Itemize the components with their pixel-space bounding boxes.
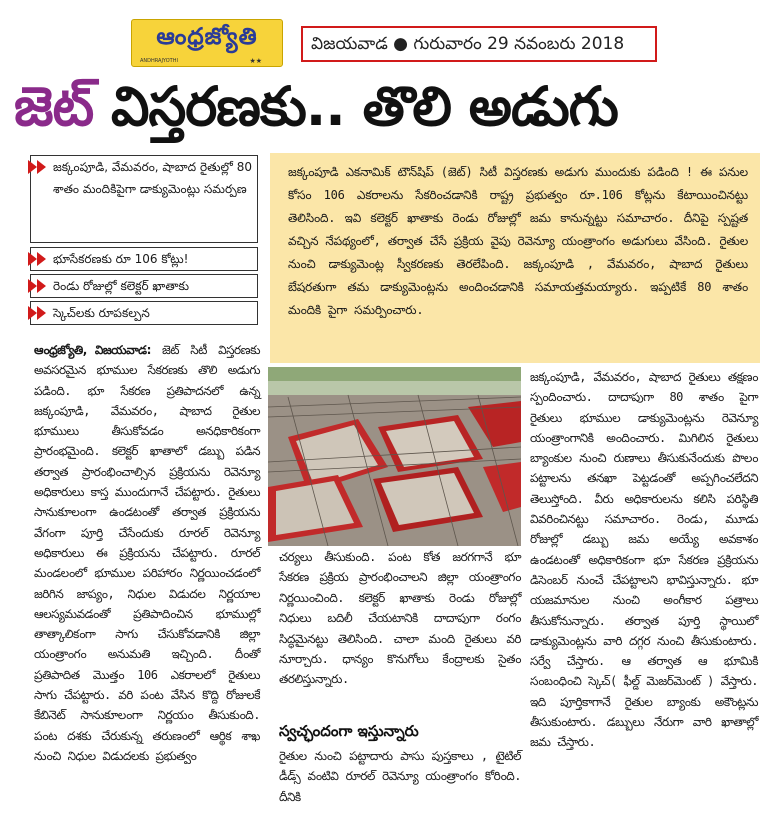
double-arrow-icon — [28, 306, 50, 320]
intro-box: జక్కంపూడి ఎకనామిక్ టౌన్‌షిప్ (జెట్) సిటీ విస్తరణకు అడుగు ముందుకు పడింది ! ఈ పనుల కోసం 106 ఎకరాలను సేకరించడానికి రాష్ట్ర ప్రభుత్వం రూ.106 కోట్లను కేటాయించినట్టు తెలిసింది. ఇవి కలెక్టర్ ఖాతాకు రెండు రోజుల్లో జమ కానున్నట్టు సమాచారం. దీనిపై స్పష్టత వచ్చిన నేపథ్యంలో, తర్వాత చేసే ప్రక్రియ వైపు రెవెన్యూ యంత్రాంగం అడుగులు వేసింది. రైతుల నుంచి డాక్యుమెంట్ల స్వీకరణకు తెరలేపింది. జక్కంపూడి , వేమవరం, షాబాద రైతులు బేషరతుగా తమ డాక్యుమెంట్లను అందించడానికి సమాయత్తమయ్యారు. ఇప్పటికే 80 శాతం మందికి పైగా సమర్పించారు. — [270, 153, 760, 363]
headline-part2: విస్తరణకు.. తొలి అడుగు — [93, 75, 618, 138]
newspaper-logo — [131, 19, 283, 67]
construction-site-image — [268, 367, 521, 546]
highlights-box — [30, 155, 258, 323]
highlight-text: స్కెచ్‌లకు రూపకల్పన — [53, 306, 150, 320]
highlight-item — [30, 274, 258, 298]
highlight-item — [30, 301, 258, 325]
article-column-2: చర్యలు తీసుకుంది. పంట కోత జరగగానే భూ సేకరణ ప్రక్రియ ప్రారంభించాలని జిల్లా యంత్రాంగం నిర్ణయించింది. కలెక్టర్ ఖాతాకు రెండు రోజుల్లో నిధులు బదిలీ చేయటానికి దాదాపుగా రంగం సిద్ధమైనట్టు తెలిసింది. చాలా మంది రైతులు వరి నూర్చారు. ధాన్యం కొనుగోలు కేంద్రాలకు సైతం తరలిస్తున్నారు. — [279, 550, 521, 687]
double-arrow-icon — [28, 160, 50, 174]
byline: ఆంధ్రజ్యోతి, విజయవాడ: — [34, 343, 151, 357]
subheading: స్వచ్ఛందంగా ఇస్తున్నారు — [279, 722, 419, 740]
article-text: జెట్ సిటీ విస్తరణకు అవసరమైన భూముల సేకరణకు తొలి అడుగు పడింది. భూ సేకరణ ప్రతిపాదనలో ఉన్న జక్కంపూడి, వేమవరం, షాబాద రైతుల భూములు తీసుకోవడం అనధికారికంగా ప్రారంభమైంది. కలెక్టర్ ఖాతాలో డబ్బు పడిన తర్వాత ప్రారంభించాల్సిన ప్రక్రియను రెవెన్యూ అధికారులు కాస్త ముందుగానే చేపట్టారు. రైతులు సానుకూలంగా ఉండటంతో తర్వాత ప్రక్రియను వేగంగా పూర్తి చేసేందుకు రూరల్ రెవెన్యూ అధికారులు ఈ ప్రక్రియను చేపట్టారు. రూరల్ మండలంలో భూముల పరిహారం నిర్ణయించడంలో జరిగిన జాప్యం, నిధుల విడుదల నిర్ణయాల ఆలస్యమవడంతో ప్రతిపాదించిన భూముల్లో తాత్కాలికంగా సాగు చేసుకోవడానికి జిల్లా యంత్రాంగం అనుమతి ఇచ్చింది. దీంతో ప్రతిపాదిత మొత్తం 106 ఎకరాలలో రైతులు సాగు చేపట్టారు. వరి పంట వేసిన కొద్ది రోజులకే కేబినెట్ సానుకూలంగా నిర్ణయం తీసుకుంది. పంట దశకు చేరుకున్న తరుణంలో ఆర్థిక శాఖ నుంచి నిధుల విడుదలకు ప్రభుత్వం — [34, 343, 260, 763]
dateline: విజయవాడ ● గురువారం 29 నవంబరు 2018 — [301, 26, 657, 62]
article-column-1 — [34, 340, 260, 766]
double-arrow-icon — [28, 279, 50, 293]
highlight-item — [30, 247, 258, 271]
article-column-3: జక్కంపూడి, వేమవరం, షాబాద రైతులు తక్షణం స్పందించారు. దాదాపుగా 80 శాతం పైగా రైతులు భూముల డాక్యుమెంట్లను రెవెన్యూ యంత్రాంగానికి అందించారు. మిగిలిన రైతులు బ్యాంకుల నుంచి రుణాలు తీసుకునేందుకు పొలం పట్టాలను తనఖా పెట్టడంతో అప్పగించలేదని తెలుస్తోంది. వీరు అధికారులను కలిసి పరిస్థితి వివరించినట్టు సమాచారం. రెండు, మూడు రోజుల్లో డబ్బు జమ అయ్యే అవకాశం ఉండటంతో అధికారికంగా భూ సేకరణ ప్రక్రియను డిసెంబర్ నుంచే చేపట్టాలని భావిస్తున్నారు. భూ యజమానుల నుంచి అంగీకార పత్రాలు తీసుకోనున్నారు. తర్వాత పూర్తి స్థాయిలో డాక్యుమెంట్లను వారి దగ్గర నుంచి తీసుకుంటారు. సర్వే చేస్తారు. ఆ తర్వాత ఆ భూమికి సంబంధించి స్కెచ్( ఫీల్డ్ మెజర్‌మెంట్ ) వేస్తారు. ఇది పూర్తికాగానే రైతుల బ్యాంకు అకౌంట్లను తీసుకుంటారు. డబ్బులు నేరుగా వారి ఖాతాల్లో జమ చేస్తారు. — [530, 370, 758, 750]
article-column-2-continued: రైతుల నుంచి పట్టాదారు పాసు పుస్తకాలు , టైటిల్ డీడ్స్ వంటివి రూరల్ రెవెన్యూ యంత్రాంగం కోరింది. దీనికి — [279, 749, 521, 804]
highlight-text: రెండు రోజుల్లో కలెక్టర్ ఖాతాకు — [53, 279, 189, 293]
page-title — [14, 72, 774, 142]
headline-part1: జెట్ — [14, 75, 94, 138]
logo-stars: ★★ — [249, 57, 262, 65]
highlight-text: జక్కంపూడి, వేమవరం, షాబాద రైతుల్లో 80 శాతం మందికిపైగా డాక్యుమెంట్లు సమర్పణ — [53, 160, 252, 196]
construction-photo — [268, 367, 521, 546]
highlight-item — [30, 155, 258, 243]
logo-text: ఆంధ్రజ్యోతి — [156, 24, 258, 50]
logo-small-text: ANDHRAJYOTHI — [140, 58, 178, 64]
double-arrow-icon — [28, 252, 50, 266]
highlight-text: భూసేకరణకు రూ 106 కోట్లు! — [53, 252, 189, 266]
